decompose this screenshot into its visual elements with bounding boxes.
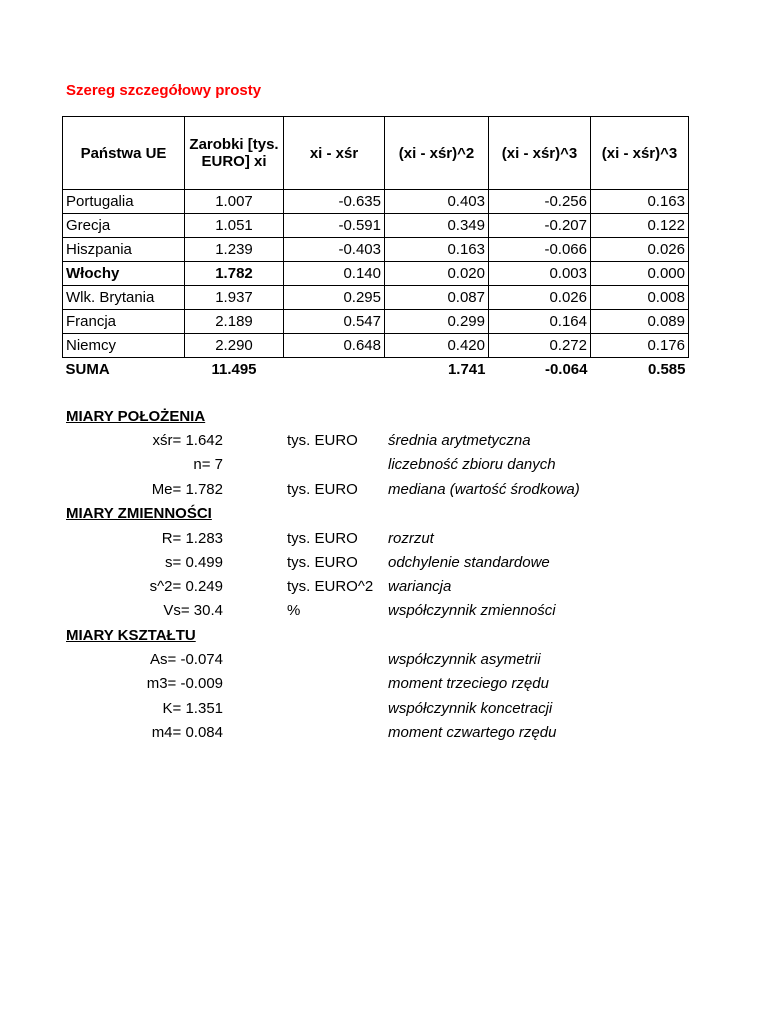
sum-xi[interactable]: 11.495 [211, 361, 257, 378]
sum-dev2[interactable]: 1.741 [447, 361, 486, 378]
measure-row-skewness [0, 651, 768, 673]
cell-dev3[interactable]: 0.026 [489, 286, 591, 310]
measure-value[interactable]: s^2= 0.249 [149, 578, 223, 595]
cell-dev4[interactable]: 0.026 [591, 238, 689, 262]
measure-value[interactable]: As= -0.074 [150, 651, 223, 668]
measure-row-stddev [0, 554, 768, 576]
cell-dev3[interactable]: -0.256 [489, 190, 591, 214]
cell-dev4[interactable]: 0.163 [591, 190, 689, 214]
measure-value[interactable]: K= 1.351 [162, 700, 223, 717]
cell-xi[interactable]: 1.051 [185, 214, 284, 238]
measure-unit[interactable]: % [287, 602, 301, 619]
measure-value[interactable]: Vs= 30.4 [163, 602, 223, 619]
measure-row-n [0, 456, 768, 478]
table-row [63, 214, 689, 238]
measure-description[interactable]: rozrzut [388, 530, 434, 547]
cell-dev[interactable]: 0.547 [284, 310, 385, 334]
cell-xi[interactable]: 2.189 [185, 310, 284, 334]
table-row [63, 190, 689, 214]
measure-value[interactable]: s= 0.499 [165, 554, 223, 571]
cell-dev3[interactable]: 0.003 [489, 262, 591, 286]
cell-dev[interactable]: 0.140 [284, 262, 385, 286]
measure-row-cv [0, 602, 768, 624]
table-row [63, 310, 689, 334]
header-earnings [185, 117, 284, 190]
cell-dev2[interactable]: 0.020 [385, 262, 489, 286]
cell-dev2[interactable]: 0.403 [385, 190, 489, 214]
cell-xi[interactable]: 2.290 [185, 334, 284, 358]
measure-description[interactable]: średnia arytmetyczna [388, 432, 531, 449]
measure-row-median [0, 481, 768, 503]
measure-description[interactable]: odchylenie standardowe [388, 554, 550, 571]
sheet-title: Szereg szczegółowy prosty [66, 82, 262, 99]
header-deviation-cubed-2: (xi - xśr)^3 [591, 117, 689, 190]
measure-description[interactable]: mediana (wartość środkowa) [388, 481, 580, 498]
table-row [63, 238, 689, 262]
measure-unit[interactable]: tys. EURO [287, 554, 358, 571]
measure-description[interactable]: moment czwartego rzędu [388, 724, 557, 741]
cell-dev[interactable]: 0.648 [284, 334, 385, 358]
measure-row-mean [0, 432, 768, 454]
section-variability-title: MIARY ZMIENNOŚCI [66, 505, 212, 522]
cell-dev4[interactable]: 0.089 [591, 310, 689, 334]
cell-country[interactable]: Hiszpania [63, 238, 185, 262]
cell-dev2[interactable]: 0.087 [385, 286, 489, 310]
measure-row-range [0, 530, 768, 552]
cell-dev4[interactable]: 0.176 [591, 334, 689, 358]
cell-dev4[interactable]: 0.008 [591, 286, 689, 310]
measure-description[interactable]: liczebność zbioru danych [388, 456, 556, 473]
cell-country[interactable]: Grecja [63, 214, 185, 238]
sum-dev3[interactable]: -0.064 [544, 361, 588, 378]
measure-row-kurtosis [0, 700, 768, 722]
header-deviation-cubed: (xi - xśr)^3 [489, 117, 591, 190]
cell-dev[interactable]: 0.295 [284, 286, 385, 310]
table-header-row [63, 117, 689, 190]
cell-dev[interactable]: -0.403 [284, 238, 385, 262]
header-deviation: xi - xśr [284, 117, 385, 190]
section-position-title: MIARY POŁOŻENIA [66, 408, 206, 425]
cell-dev2[interactable]: 0.349 [385, 214, 489, 238]
table-row [63, 334, 689, 358]
section-shape-title: MIARY KSZTAŁTU [66, 627, 196, 644]
sum-dev4[interactable]: 0.585 [647, 361, 686, 378]
measure-row-m3 [0, 675, 768, 697]
measure-row-m4 [0, 724, 768, 746]
measure-value[interactable]: m4= 0.084 [151, 724, 223, 741]
cell-dev3[interactable]: -0.066 [489, 238, 591, 262]
measure-unit[interactable]: tys. EURO [287, 481, 358, 498]
cell-dev2[interactable]: 0.163 [385, 238, 489, 262]
cell-xi[interactable]: 1.239 [185, 238, 284, 262]
cell-xi[interactable]: 1.782 [185, 262, 284, 286]
cell-dev3[interactable]: -0.207 [489, 214, 591, 238]
cell-dev[interactable]: -0.635 [284, 190, 385, 214]
measure-row-variance [0, 578, 768, 600]
cell-dev2[interactable]: 0.299 [385, 310, 489, 334]
measure-description[interactable]: wariancja [388, 578, 452, 595]
cell-dev4[interactable]: 0.122 [591, 214, 689, 238]
cell-dev2[interactable]: 0.420 [385, 334, 489, 358]
cell-dev[interactable]: -0.591 [284, 214, 385, 238]
measure-unit[interactable]: tys. EURO [287, 432, 358, 449]
measure-description[interactable]: współczynnik zmienności [388, 602, 556, 619]
cell-country[interactable]: Wlk. Brytania [63, 286, 185, 310]
cell-country[interactable]: Włochy [63, 262, 185, 286]
measure-unit[interactable]: tys. EURO [287, 530, 358, 547]
measure-description[interactable]: moment trzeciego rzędu [388, 675, 549, 692]
cell-country[interactable]: Niemcy [63, 334, 185, 358]
measure-value[interactable]: Me= 1.782 [151, 481, 223, 498]
table-sum-row [63, 358, 689, 382]
cell-dev3[interactable]: 0.164 [489, 310, 591, 334]
header-earnings-label: Zarobki [tys. EURO] xi [189, 136, 279, 170]
measure-value[interactable]: n= 7 [193, 456, 223, 473]
measure-value[interactable]: R= 1.283 [161, 530, 223, 547]
measure-description[interactable]: współczynnik koncetracji [388, 700, 553, 717]
table-row [63, 286, 689, 310]
measure-unit[interactable]: tys. EURO^2 [287, 578, 374, 595]
cell-xi[interactable]: 1.937 [185, 286, 284, 310]
header-country: Państwa UE [63, 117, 185, 190]
cell-xi[interactable]: 1.007 [185, 190, 284, 214]
cell-dev4[interactable]: 0.000 [591, 262, 689, 286]
data-table [62, 116, 689, 381]
sum-label[interactable]: SUMA [65, 361, 110, 378]
sum-dev-empty[interactable] [284, 358, 385, 382]
cell-country[interactable]: Portugalia [63, 190, 185, 214]
measure-value[interactable]: xśr= 1.642 [152, 432, 223, 449]
table-row-median [63, 262, 689, 286]
cell-dev3[interactable]: 0.272 [489, 334, 591, 358]
measure-description[interactable]: współczynnik asymetrii [388, 651, 541, 668]
header-deviation-squared: (xi - xśr)^2 [385, 117, 489, 190]
measure-value[interactable]: m3= -0.009 [146, 675, 223, 692]
cell-country[interactable]: Francja [63, 310, 185, 334]
